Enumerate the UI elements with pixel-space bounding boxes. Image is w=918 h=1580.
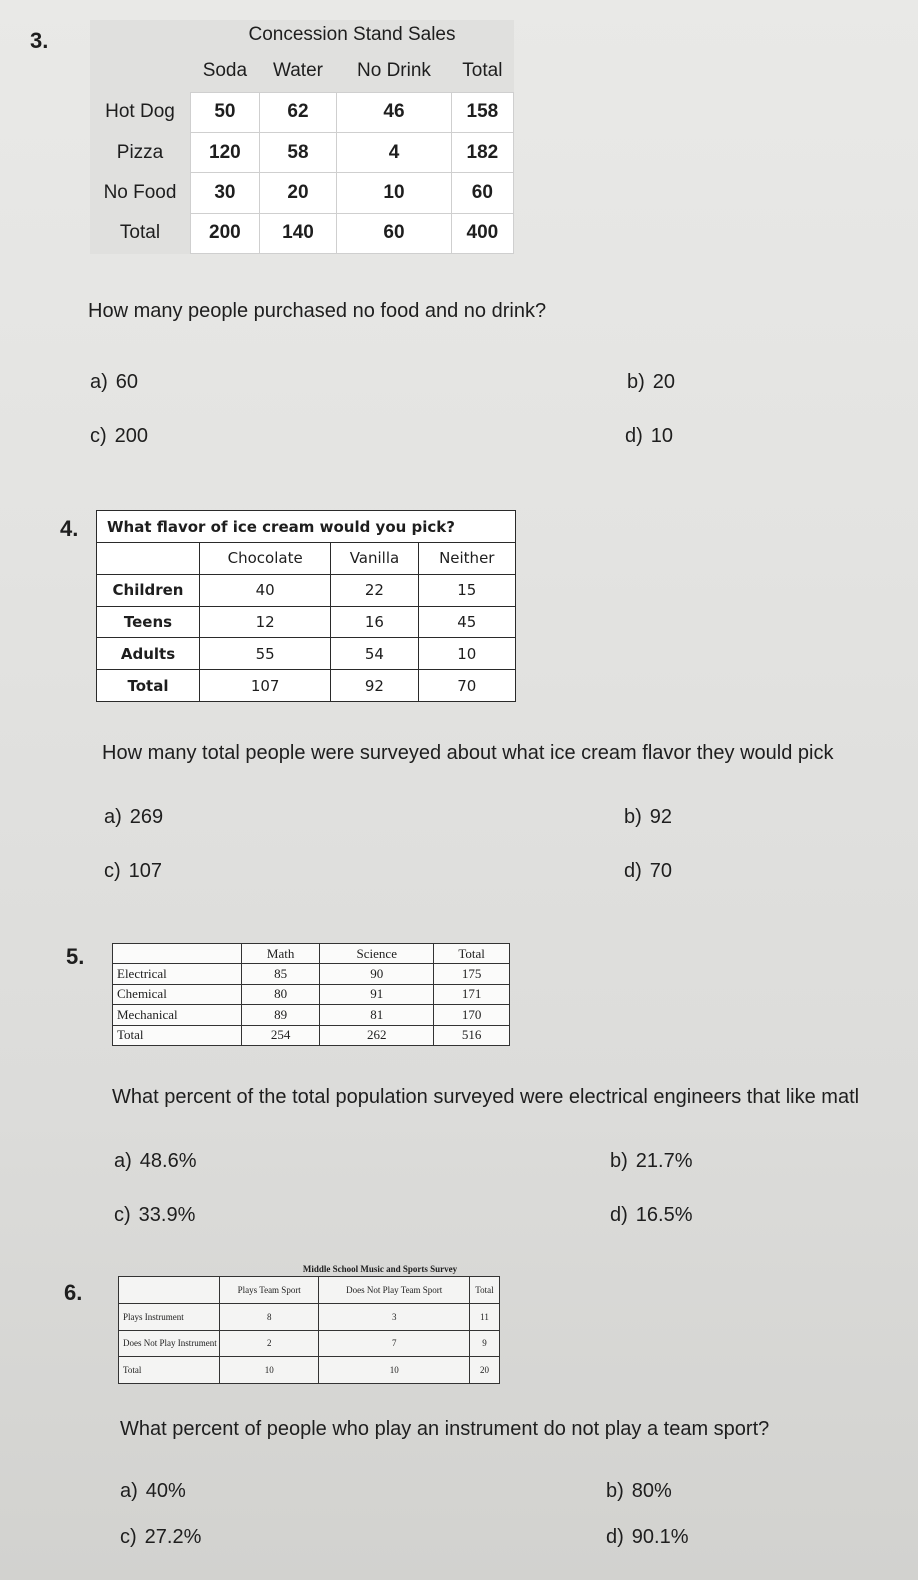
table-cell: 55 [200,638,331,670]
table-cell: 140 [259,213,336,253]
option-a[interactable] [104,806,163,829]
question-5-number: 5. [66,944,85,969]
table-row [113,1025,510,1045]
table-cell: 182 [451,133,513,173]
option-d[interactable] [610,1204,693,1227]
option-c[interactable] [120,1526,201,1549]
row-label: Pizza [116,141,164,163]
option-letter: c) [104,860,121,882]
table-row [97,638,516,670]
row-label: Total [97,670,200,702]
row-label: Hot Dog [105,101,175,123]
option-text: 60 [115,371,139,393]
table-row [113,984,510,1004]
option-d[interactable] [624,860,672,883]
question-4-number: 4. [60,516,79,541]
option-d[interactable] [625,425,673,448]
table-cell: 11 [469,1303,499,1330]
table-title: Middle School Music and Sports Survey [302,1264,458,1274]
option-letter: b) [627,371,645,393]
table-cell: 85 [242,964,320,984]
option-letter: a) [90,371,108,393]
option-text: 269 [129,806,164,828]
table-cell: 54 [331,638,418,670]
table-cell: 60 [337,213,452,253]
table-cell: 91 [320,984,434,1004]
table-cell: 89 [242,1005,320,1025]
table-cell: 45 [418,606,515,638]
option-letter: d) [625,425,643,447]
table-cell: 50 [191,92,260,132]
table-cell: 516 [434,1025,510,1045]
table-cell: 92 [331,670,418,702]
table-cell: 4 [337,133,452,173]
table-cell: 16 [331,606,418,638]
table-cell: 400 [451,213,513,253]
table-cell: 81 [320,1005,434,1025]
table-cell: 9 [469,1330,499,1357]
option-text: 107 [128,860,163,882]
concession-sales-table [90,20,514,254]
table-row [119,1303,500,1330]
row-label: Electrical [113,964,242,984]
table-cell: 120 [191,133,260,173]
option-letter: a) [114,1150,132,1172]
option-letter: d) [610,1204,628,1226]
table-row [119,1357,500,1384]
option-text: 20 [652,371,676,393]
table-cell: 200 [191,213,260,253]
table-cell: 70 [418,670,515,702]
row-label: Does Not Play Instrument [119,1330,220,1357]
column-header: Neither [418,543,515,575]
option-letter: a) [104,806,122,828]
table-cell: 58 [259,133,336,173]
option-a[interactable] [90,371,138,394]
column-header: Plays Team Sport [220,1277,319,1304]
table-cell: 170 [434,1005,510,1025]
option-b[interactable] [627,371,675,394]
table-cell: 15 [418,574,515,606]
option-b[interactable] [624,806,672,829]
row-label: Chemical [113,984,242,1004]
question-4-text: How many total people were surveyed about what ice cream flavor they would pick [102,742,834,764]
option-text: 92 [649,806,673,828]
table-cell: 107 [200,670,331,702]
table-cell: 10 [220,1357,319,1384]
table-cell: 10 [418,638,515,670]
column-header: Total [469,1277,499,1304]
question-3-text: How many people purchased no food and no drink? [88,300,547,322]
option-letter: c) [90,425,107,447]
option-a[interactable] [114,1150,197,1173]
question-3-number: 3. [30,28,49,53]
table-row [90,213,514,253]
ice-cream-table [96,510,516,702]
option-c[interactable] [90,425,148,448]
row-label: Total [119,222,161,244]
table-cell: 60 [451,173,513,213]
table-row [119,1330,500,1357]
table-row [90,133,514,173]
column-header: Does Not Play Team Sport [319,1277,470,1304]
column-header: Science [320,944,434,964]
option-c[interactable] [104,860,162,883]
column-header: Chocolate [200,543,331,575]
option-text: 21.7% [635,1150,693,1172]
table-row [97,670,516,702]
option-text: 70 [649,860,673,882]
column-header: Vanilla [331,543,418,575]
table-cell: 7 [319,1330,470,1357]
table-cell: 10 [337,173,452,213]
row-label: Total [113,1025,242,1045]
column-header: Soda [202,60,248,82]
table-cell: 3 [319,1303,470,1330]
option-text: 80% [631,1480,672,1502]
row-label: Plays Instrument [119,1303,220,1330]
table-title: What flavor of ice cream would you pick? [97,511,516,543]
table-row [113,964,510,984]
row-label: Adults [97,638,200,670]
table-cell: 22 [331,574,418,606]
row-label: Children [97,574,200,606]
option-text: 10 [650,425,674,447]
option-text: 33.9% [138,1204,196,1226]
table-cell: 2 [220,1330,319,1357]
table-cell: 175 [434,964,510,984]
table-cell: 262 [320,1025,434,1045]
table-row [97,606,516,638]
option-text: 16.5% [635,1204,693,1226]
column-header: Water [273,60,323,82]
option-letter: a) [120,1480,138,1502]
option-letter: b) [606,1480,624,1502]
option-text: 27.2% [144,1526,202,1548]
question-5-text: What percent of the total population surveyed were electrical engineers that like matl [112,1086,860,1108]
table-row [90,92,514,132]
option-letter: b) [624,806,642,828]
column-header: Total [462,60,503,82]
table-cell: 20 [259,173,336,213]
question-6-number: 6. [64,1280,83,1305]
option-letter: c) [120,1526,137,1548]
table-cell: 254 [242,1025,320,1045]
table-cell: 80 [242,984,320,1004]
engineers-table [112,943,510,1046]
column-header: Total [434,944,510,964]
option-text: 48.6% [139,1150,197,1172]
table-cell: 12 [200,606,331,638]
table-cell: 10 [319,1357,470,1384]
table-row [97,574,516,606]
row-label: Teens [97,606,200,638]
row-label: Total [119,1357,220,1384]
option-text: 90.1% [631,1526,689,1548]
option-text: 200 [114,425,149,447]
option-c[interactable] [114,1204,195,1227]
option-text: 40% [145,1480,186,1502]
table-title: Concession Stand Sales [248,24,456,46]
table-cell: 62 [259,92,336,132]
table-cell: 40 [200,574,331,606]
option-a[interactable] [120,1480,186,1503]
option-letter: d) [624,860,642,882]
option-b[interactable] [606,1480,672,1503]
option-letter: b) [610,1150,628,1172]
row-label: Mechanical [113,1005,242,1025]
table-cell: 30 [191,173,260,213]
table-cell: 20 [469,1357,499,1384]
question-6-text: What percent of people who play an instrument do not play a team sport? [120,1418,770,1440]
table-cell: 8 [220,1303,319,1330]
table-cell: 90 [320,964,434,984]
music-sports-table [118,1276,500,1384]
column-header: Math [242,944,320,964]
column-header: No Drink [357,60,431,82]
option-letter: c) [114,1204,131,1226]
row-label: No Food [103,182,177,203]
table-row [90,173,514,213]
table-cell: 46 [337,92,452,132]
table-cell: 158 [451,92,513,132]
table-cell: 171 [434,984,510,1004]
option-letter: d) [606,1526,624,1548]
option-b[interactable] [610,1150,693,1173]
table-row [113,1005,510,1025]
option-d[interactable] [606,1526,689,1549]
